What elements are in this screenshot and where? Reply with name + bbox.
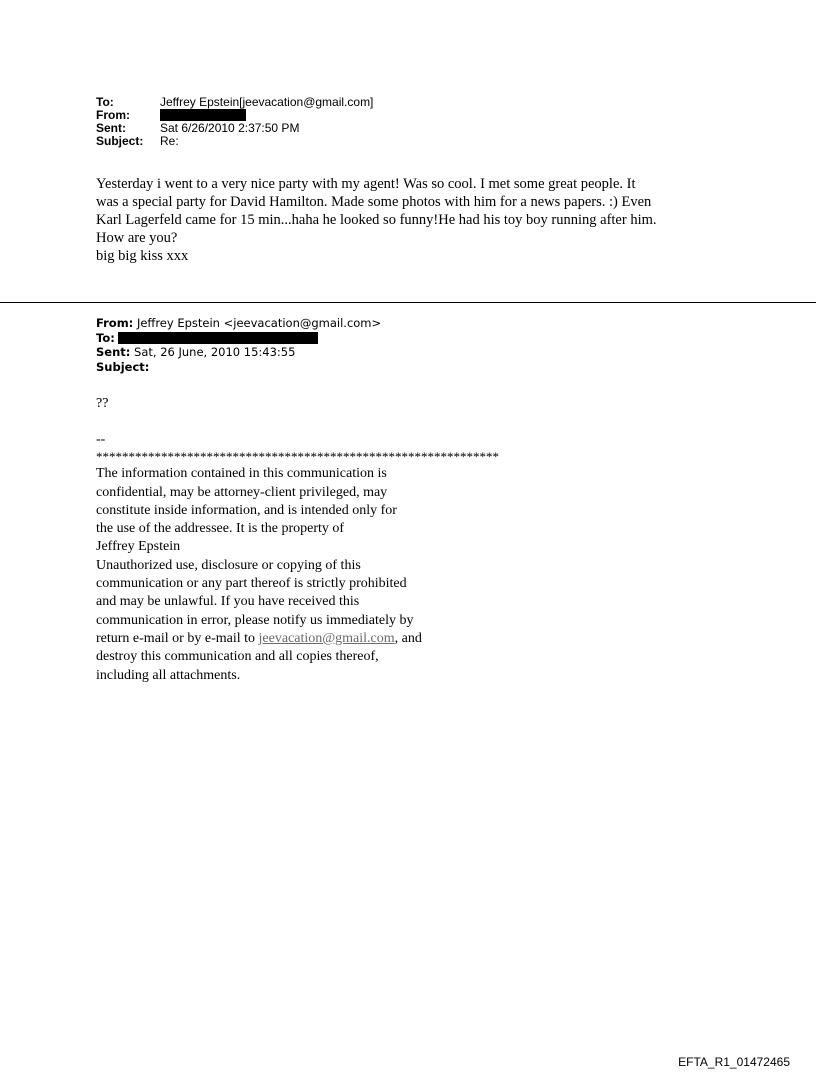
disclaimer-line: communication in error, please notify us immediately by bbox=[96, 612, 414, 628]
disclaimer-line: including all attachments. bbox=[96, 667, 241, 683]
email2-from-value: Jeffrey Epstein <jeevacation@gmail.com> bbox=[136, 316, 382, 330]
email2-sent-label: Sent: bbox=[96, 345, 131, 359]
email2-sent-row bbox=[96, 345, 381, 360]
email2-subject-label: Subject: bbox=[96, 359, 150, 374]
email1-to-row bbox=[96, 96, 373, 109]
email2-to-label: To: bbox=[96, 330, 115, 345]
disclaimer-block bbox=[96, 431, 596, 685]
email1-subject-row bbox=[96, 135, 373, 148]
disclaimer-line: destroy this communication and all copies thereof, bbox=[96, 649, 379, 665]
email1-body-line: How are you? bbox=[96, 230, 178, 246]
email1-sent-value: Sat 6/26/2010 2:37:50 PM bbox=[160, 121, 300, 135]
email1-from-redaction bbox=[160, 109, 246, 121]
signature-stars: ************************************************************** bbox=[96, 449, 499, 465]
email2-from-row bbox=[96, 316, 381, 331]
email1-subject-value: Re: bbox=[160, 134, 179, 148]
disclaimer-line: Jeffrey Epstein bbox=[96, 539, 181, 555]
disclaimer-line: communication or any part thereof is strictly prohibited bbox=[96, 576, 407, 592]
email1-subject-label: Subject: bbox=[96, 134, 144, 148]
email2-to-row bbox=[96, 331, 381, 346]
email-divider bbox=[0, 302, 816, 303]
disclaimer-line: Unauthorized use, disclosure or copying of this bbox=[96, 557, 361, 573]
email1-header bbox=[96, 96, 373, 148]
email2-body: ?? bbox=[96, 396, 109, 411]
disclaimer-line: constitute inside information, and is intended only for bbox=[96, 502, 397, 518]
email1-from-label: From: bbox=[96, 108, 130, 122]
email2-subject-row bbox=[96, 360, 381, 375]
email1-body-line: Karl Lagerfeld came for 15 min...haha he looked so funny!He had his toy boy running after him. bbox=[96, 212, 657, 228]
email1-to-value: Jeffrey Epstein[jeevacation@gmail.com] bbox=[160, 95, 374, 109]
email1-body-line: big big kiss xxx bbox=[96, 248, 189, 264]
disclaimer-return-suffix: , and bbox=[394, 630, 422, 646]
email1-body-line: Yesterday i went to a very nice party with my agent! Was so cool. I met some great people. It bbox=[96, 176, 636, 192]
disclaimer-line: The information contained in this communication is bbox=[96, 466, 387, 482]
disclaimer-line: confidential, may be attorney-client privileged, may bbox=[96, 484, 388, 500]
email1-to-label: To: bbox=[96, 95, 114, 109]
signature-dash: -- bbox=[96, 432, 106, 447]
email2-sent-value: Sat, 26 June, 2010 15:43:55 bbox=[134, 345, 296, 359]
disclaimer-email-link[interactable]: jeevacation@gmail.com bbox=[258, 630, 395, 646]
email2-from-label: From: bbox=[96, 316, 134, 330]
email1-body bbox=[96, 175, 736, 265]
email1-body-line: was a special party for David Hamilton. Made some photos with him for a news papers. :) Even bbox=[96, 194, 652, 210]
email1-sent-label: Sent: bbox=[96, 121, 126, 135]
document-id: EFTA_R1_01472465 bbox=[678, 1055, 790, 1069]
disclaimer-return-line bbox=[96, 630, 596, 648]
disclaimer-line: and may be unlawful. If you have received this bbox=[96, 594, 360, 610]
disclaimer-return-prefix: return e-mail or by e-mail to bbox=[96, 630, 259, 646]
email2-header bbox=[96, 316, 381, 374]
disclaimer-line: the use of the addressee. It is the property of bbox=[96, 521, 345, 537]
email2-to-redaction bbox=[118, 332, 318, 344]
